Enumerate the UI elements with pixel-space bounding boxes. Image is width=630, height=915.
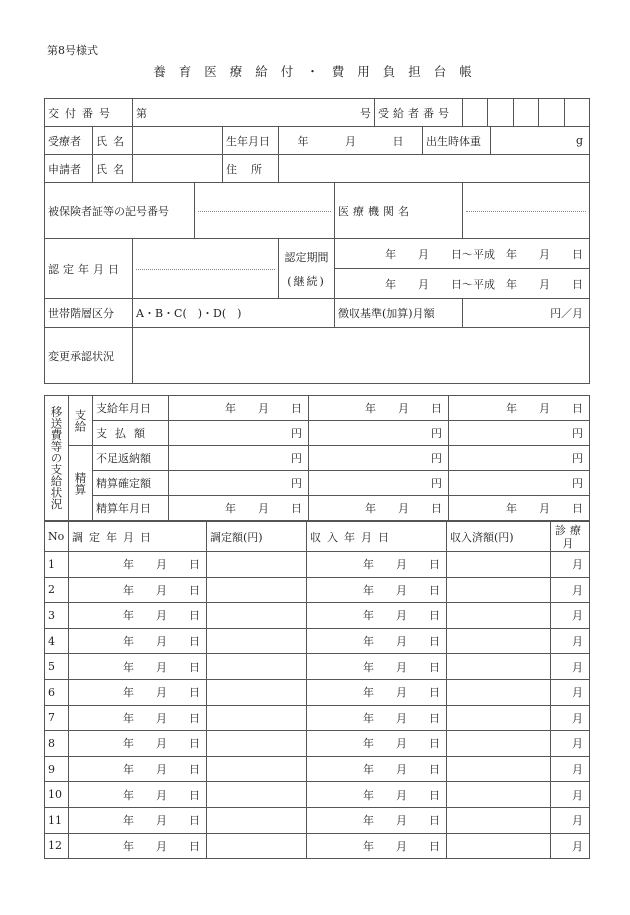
assess-amount-cell[interactable]	[207, 577, 307, 603]
row-no: 7	[45, 705, 69, 731]
transport-cell[interactable]: 円	[169, 471, 309, 496]
insurance-label: 被保険者証等の記号番号	[45, 183, 195, 239]
treatment-month-cell[interactable]: 月	[551, 603, 590, 629]
treatment-month-cell[interactable]: 月	[551, 628, 590, 654]
treatment-month-cell[interactable]: 月	[551, 756, 590, 782]
header-assess-date: 調定年月日	[69, 522, 207, 552]
transport-section-label: 移送費等の支給状況	[45, 396, 69, 521]
assess-date-cell[interactable]: 年 月 日	[69, 705, 207, 731]
receipt-date-cell[interactable]: 年 月 日	[307, 807, 447, 833]
row-no: 1	[45, 552, 69, 578]
received-amount-cell[interactable]	[447, 756, 551, 782]
treatment-month-cell[interactable]: 月	[551, 679, 590, 705]
transport-cell[interactable]: 年 月 日	[449, 496, 590, 521]
assess-amount-cell[interactable]	[207, 833, 307, 859]
header-receipt-date: 収入年月日	[307, 522, 447, 552]
recipient-no-label: 受給者番号	[375, 99, 463, 127]
received-amount-cell[interactable]	[447, 731, 551, 757]
hospital-field[interactable]	[463, 183, 590, 239]
ledger-table	[44, 521, 590, 859]
settle-label: 精算	[69, 446, 93, 521]
assess-amount-cell[interactable]	[207, 628, 307, 654]
assess-date-cell[interactable]: 年 月 日	[69, 782, 207, 808]
assess-amount-cell[interactable]	[207, 807, 307, 833]
ledger-row	[45, 654, 590, 680]
month-label: 月	[345, 134, 357, 148]
receipt-date-cell[interactable]: 年 月 日	[307, 833, 447, 859]
change-field[interactable]	[133, 328, 590, 384]
period-label: 認定期間	[284, 250, 329, 264]
applicant-name-label: 氏名	[93, 155, 133, 183]
transport-cell[interactable]: 円	[449, 446, 590, 471]
ledger-row	[45, 782, 590, 808]
row-no: 2	[45, 577, 69, 603]
assess-date-cell[interactable]: 年 月 日	[69, 679, 207, 705]
birth-weight-label: 出生時体重	[423, 127, 491, 155]
row-no: 11	[45, 807, 69, 833]
assess-date-cell[interactable]: 年 月 日	[69, 552, 207, 578]
row-no: 12	[45, 833, 69, 859]
period-label-cell	[279, 239, 335, 299]
receipt-date-cell[interactable]: 年 月 日	[307, 603, 447, 629]
ledger-row	[45, 603, 590, 629]
day-label: 日	[392, 134, 404, 148]
address-field[interactable]	[279, 155, 590, 183]
transport-cell[interactable]: 円	[309, 446, 449, 471]
gram-unit: g	[576, 134, 584, 147]
received-amount-cell[interactable]	[447, 628, 551, 654]
transport-cell[interactable]: 円	[309, 421, 449, 446]
receipt-date-cell[interactable]: 年 月 日	[307, 552, 447, 578]
header-treatment-month: 診療月	[551, 522, 590, 552]
recipient-no-boxes[interactable]	[463, 99, 590, 127]
received-amount-cell[interactable]	[447, 552, 551, 578]
assess-date-cell[interactable]: 年 月 日	[69, 628, 207, 654]
assess-date-cell[interactable]: 年 月 日	[69, 756, 207, 782]
received-amount-cell[interactable]	[447, 782, 551, 808]
received-amount-cell[interactable]	[447, 679, 551, 705]
receipt-date-cell[interactable]: 年 月 日	[307, 705, 447, 731]
continued-label: (継続)	[287, 274, 326, 288]
year-label: 年	[297, 134, 309, 148]
row-no: 10	[45, 782, 69, 808]
transport-cell[interactable]: 年 月 日	[169, 496, 309, 521]
class-options[interactable]: A・B・C( )・D( )	[133, 299, 335, 328]
ledger-row	[45, 731, 590, 757]
address-label: 住所	[223, 155, 279, 183]
assess-amount-cell[interactable]	[207, 552, 307, 578]
received-amount-cell[interactable]	[447, 705, 551, 731]
ledger-row	[45, 552, 590, 578]
receipt-date-cell[interactable]: 年 月 日	[307, 756, 447, 782]
treatment-month-cell[interactable]: 月	[551, 577, 590, 603]
treatment-month-cell[interactable]: 月	[551, 705, 590, 731]
ledger-row	[45, 756, 590, 782]
transport-cell[interactable]: 円	[309, 471, 449, 496]
approval-date-label: 認定年月日	[45, 239, 133, 299]
transport-row-label: 精算確定額	[93, 471, 169, 496]
row-no: 5	[45, 654, 69, 680]
assess-date-cell[interactable]: 年 月 日	[69, 654, 207, 680]
patient-name-label: 氏名	[93, 127, 133, 155]
row-no: 8	[45, 731, 69, 757]
receipt-date-cell[interactable]: 年 月 日	[307, 628, 447, 654]
patient-name-field[interactable]	[133, 127, 223, 155]
received-amount-cell[interactable]	[447, 833, 551, 859]
receipt-date-cell[interactable]: 年 月 日	[307, 654, 447, 680]
birth-weight-field[interactable]	[491, 127, 590, 155]
transport-row-label: 支給年月日	[93, 396, 169, 421]
header-no: No	[45, 522, 69, 552]
treatment-month-cell[interactable]: 月	[551, 552, 590, 578]
receipt-date-cell[interactable]: 年 月 日	[307, 679, 447, 705]
ledger-row	[45, 628, 590, 654]
row-no: 4	[45, 628, 69, 654]
assess-date-cell[interactable]: 年 月 日	[69, 577, 207, 603]
assess-amount-cell[interactable]	[207, 679, 307, 705]
receipt-date-cell[interactable]: 年 月 日	[307, 577, 447, 603]
transport-cell[interactable]: 年 月 日	[309, 496, 449, 521]
applicant-info-table	[44, 98, 590, 384]
assess-amount-cell[interactable]	[207, 654, 307, 680]
transport-cell[interactable]: 円	[169, 421, 309, 446]
transport-row-label: 不足返納額	[93, 446, 169, 471]
applicant-name-field[interactable]	[133, 155, 223, 183]
received-amount-cell[interactable]	[447, 577, 551, 603]
row-no: 3	[45, 603, 69, 629]
treatment-month-cell[interactable]: 月	[551, 731, 590, 757]
received-amount-cell[interactable]	[447, 807, 551, 833]
dai-label: 第	[136, 106, 147, 120]
assess-amount-cell[interactable]	[207, 705, 307, 731]
header-assess-amount: 調定額(円)	[207, 522, 307, 552]
patient-label: 受療者	[45, 127, 93, 155]
birth-date-field[interactable]	[279, 127, 423, 155]
assess-date-cell[interactable]: 年 月 日	[69, 603, 207, 629]
treatment-month-cell[interactable]: 月	[551, 833, 590, 859]
transport-cell[interactable]: 年 月 日	[169, 396, 309, 421]
assess-date-cell[interactable]: 年 月 日	[69, 833, 207, 859]
transport-cell[interactable]: 年 月 日	[449, 396, 590, 421]
row-no: 9	[45, 756, 69, 782]
approval-date-field[interactable]	[133, 239, 279, 299]
assess-amount-cell[interactable]	[207, 782, 307, 808]
change-label: 変更承認状況	[45, 328, 133, 384]
birth-date-label: 生年月日	[223, 127, 279, 155]
transport-table	[44, 395, 590, 521]
treatment-month-cell[interactable]: 月	[551, 782, 590, 808]
transport-cell[interactable]: 年 月 日	[309, 396, 449, 421]
transport-row-label: 支払額	[93, 421, 169, 446]
treatment-month-cell[interactable]: 月	[551, 807, 590, 833]
standard-label: 徴収基準(加算)月額	[335, 299, 463, 328]
receipt-date-cell[interactable]: 年 月 日	[307, 731, 447, 757]
ledger-row	[45, 833, 590, 859]
ledger-row	[45, 705, 590, 731]
form-number: 第8号様式	[47, 44, 98, 57]
delivery-no-label: 交付番号	[45, 99, 133, 127]
page-title: 養育医療給付・費用負担台帳	[153, 64, 485, 79]
transport-cell[interactable]: 円	[449, 471, 590, 496]
treatment-month-cell[interactable]: 月	[551, 654, 590, 680]
received-amount-cell[interactable]	[447, 603, 551, 629]
received-amount-cell[interactable]	[447, 654, 551, 680]
delivery-no-field[interactable]	[133, 99, 375, 127]
insurance-field[interactable]	[195, 183, 335, 239]
standard-field[interactable]: 円／月	[463, 299, 590, 328]
header-received-amount: 収入済額(円)	[447, 522, 551, 552]
ledger-row	[45, 577, 590, 603]
hospital-label: 医療機関名	[335, 183, 463, 239]
ledger-row	[45, 807, 590, 833]
ledger-row	[45, 679, 590, 705]
period-field-2[interactable]: 年 月 日～平成 年 月 日	[335, 269, 590, 299]
assess-date-cell[interactable]: 年 月 日	[69, 731, 207, 757]
transport-cell[interactable]: 円	[449, 421, 590, 446]
assess-amount-cell[interactable]	[207, 731, 307, 757]
applicant-label: 申請者	[45, 155, 93, 183]
transport-row-label: 精算年月日	[93, 496, 169, 521]
period-field-1[interactable]: 年 月 日～平成 年 月 日	[335, 239, 590, 269]
assess-amount-cell[interactable]	[207, 756, 307, 782]
assess-amount-cell[interactable]	[207, 603, 307, 629]
row-no: 6	[45, 679, 69, 705]
payment-label: 支給	[69, 396, 93, 446]
transport-cell[interactable]: 円	[169, 446, 309, 471]
go-label: 号	[360, 106, 372, 120]
receipt-date-cell[interactable]: 年 月 日	[307, 782, 447, 808]
assess-date-cell[interactable]: 年 月 日	[69, 807, 207, 833]
class-label: 世帯階層区分	[45, 299, 133, 328]
